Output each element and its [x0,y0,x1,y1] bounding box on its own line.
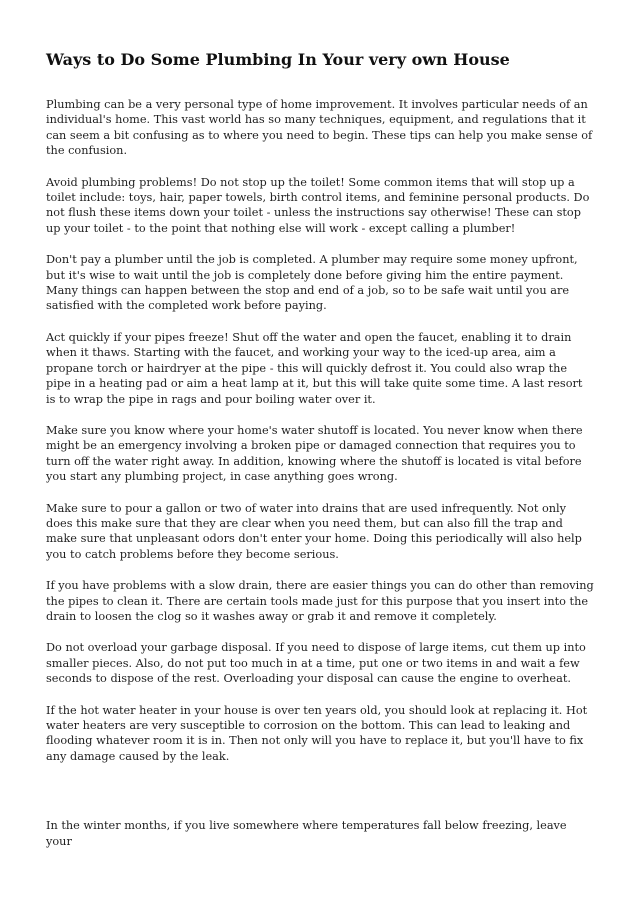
paragraph-winter: In the winter months, if you live somewhere where temperatures fall below freezing, leave your [46,819,567,848]
paragraph-garbage-disposal: Do not overload your garbage disposal. If you need to dispose of large items, cut them up into smaller pieces. Also, do not put too much in at a time, put one or two items in and wait a few seconds to dispose of the rest. Overloading your disposal can cause the engine to overheat. [46,641,586,686]
paragraph-slow-drain: If you have problems with a slow drain, there are easier things you can do other than removing the pipes to clean it. There are certain tools made just for this purpose that you insert into the drain to loosen the clog so it washes away or grab it and remove it completely. [46,579,594,623]
paragraph-toilet: Avoid plumbing problems! Do not stop up the toilet! Some common items that will stop up a toilet include: toys, hair, paper towels, birth control items, and feminine personal products. Do not flush these items down your toilet - unless the instructions say otherwise! These can stop up your toilet - to the point that nothing else will work - except calling a plumber! [46,175,590,235]
paragraph-water-heater: If the hot water heater in your house is over ten years old, you should look at replacing it. Hot water heaters are very susceptible to corrosion on the bottom. This can lead to leaking and flooding whatever room it is in. Then not only will you have to replace it, but you'll have to fix any damage caused by the leak. [46,703,588,763]
paragraph-frozen-pipes: Act quickly if your pipes freeze! Shut off the water and open the faucet, enabling it to drain when it thaws. Starting with the faucet, and working your way to the iced-up area, aim a propane torch or hairdryer at the pipe - this will quickly defrost it. You could also wrap the pipe in a heating pad or aim a heat lamp at it, but this will take quite some time. A last resort is to wrap the pipe in rags and pour boiling water over it. [46,330,583,406]
paragraph-intro: Plumbing can be a very personal type of home improvement. It involves particular needs of an individual's home. This vast world has so many techniques, equipment, and regulations that it can seem a bit confusing as to where you need to begin. These tips can help you make sense of the confusion. [46,98,593,158]
document-title: Ways to Do Some Plumbing In Your very own House [46,50,510,69]
paragraph-drains: Make sure to pour a gallon or two of water into drains that are used infrequently. Not only does this make sure that they are clear when you need them, but can also fill the trap and make sure that unpleasant odors don't enter your home. Doing this periodically will also help you to catch problems before they become serious. [46,501,582,561]
paragraph-payment: Don't pay a plumber until the job is completed. A plumber may require some money upfront, but it's wise to wait until the job is completely done before giving him the entire payment. Many things can happen between the stop and end of a job, so to be safe wait until you are satisfied with the completed work before paying. [46,253,578,313]
paragraph-water-shutoff: Make sure you know where your home's water shutoff is located. You never know when there might be an emergency involving a broken pipe or damaged connection that requires you to turn off the water right away. In addition, knowing where the shutoff is located is vital before you start any plumbing project, in case anything goes wrong. [46,423,583,484]
document-page [46,50,594,865]
